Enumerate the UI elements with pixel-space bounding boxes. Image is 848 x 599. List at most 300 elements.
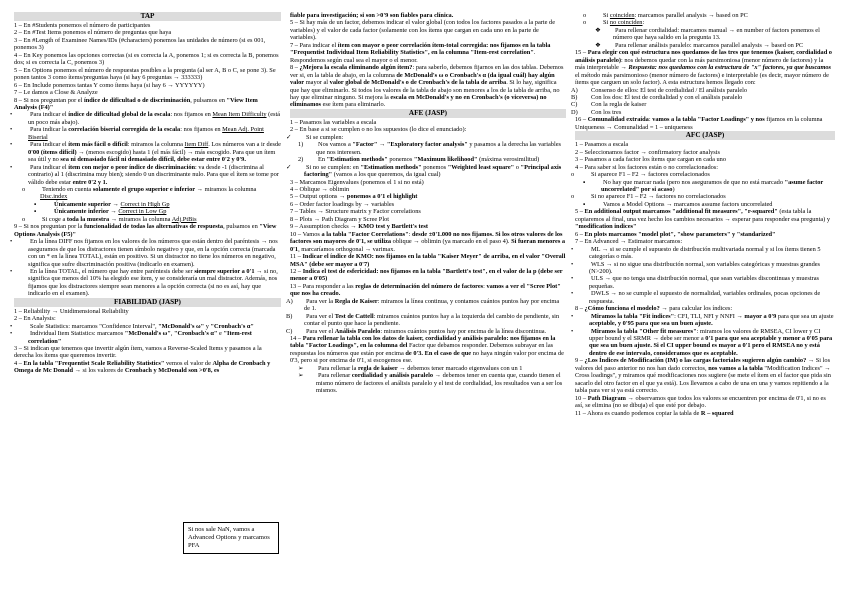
text-run: oblique → oblimin (ya marcado en el paso 4). — [391, 238, 512, 246]
text-run: → — [110, 200, 121, 208]
list-marker: • — [10, 238, 13, 246]
text-run: Para rellenar análisis paralelo: marcamos parallel analysis → based on PC — [615, 41, 804, 49]
text-run: WLS → si no sigue una distribución normal, son variables categóricas y muestras grandes (N>200). — [589, 260, 821, 275]
text-run: Con los tres — [591, 108, 622, 116]
list-marker: ▪ — [583, 178, 586, 186]
text-run: mayor al — [304, 79, 330, 87]
text-run: "McDonald's ω" — [124, 330, 171, 338]
list-marker: ❖ — [595, 26, 601, 34]
text-run: 12 – — [290, 267, 303, 275]
list-item — [571, 260, 835, 276]
text-run: . Los números van a ir desde — [208, 141, 281, 149]
paragraph — [14, 345, 281, 360]
text-run: Para rellenar la — [318, 364, 358, 372]
paragraph — [575, 410, 835, 417]
text-run: (vamos a los que queremos, da igual cual) — [332, 171, 441, 179]
text-run: Indicar el índice de KMO: nos fijamos en la tabla "Kaiser Meyer" de arriba, en el valor "Overall MSA" (debe ser mayor a 0'7) — [290, 253, 566, 268]
text-run: , pulsamos en — [190, 96, 227, 104]
list-item — [571, 327, 835, 358]
list-item — [10, 141, 281, 164]
column-right — [571, 12, 835, 595]
text-run: "Factor" — [352, 141, 378, 149]
text-run: Miramos la tabla "Fit indices" — [591, 312, 675, 320]
list-marker: B) — [571, 93, 578, 101]
text-run: → si no, significa que menos del 10% ha elegido ese ítem, y se consideraría un mal distractor. Además, nos fijamos que los distractores siempre sean menores a la opción correcta (si no es así, hay que indicarlo en el examen). — [28, 267, 278, 298]
text-run: 11 – Ahora es cuando podemos copiar la tabla de — [575, 409, 701, 417]
text-run: → — [377, 141, 387, 149]
paragraph — [290, 42, 566, 64]
text-run: 1 – Pasamos las variables a escala — [290, 118, 377, 126]
list-item — [575, 201, 835, 208]
list-marker: C) — [571, 101, 578, 109]
list-marker: ▪ — [34, 208, 37, 216]
text-run: a la tabla "Factor Correlations" — [321, 230, 409, 238]
section-header: TAP — [14, 12, 281, 21]
text-run: Únicamente inferior — [54, 208, 109, 216]
text-run: 2 – Seleccionamos factor → confirmatory factor analysis — [575, 148, 720, 156]
text-run: Si coge a — [42, 215, 67, 223]
text-run: Para rellenar la tabla con los datos de kaiser, cordialidad y análisis paralelo: nos fijamos en la tabla "Factor Loadings", en la columna del — [290, 335, 556, 350]
text-run: vamos a la tabla "Factor Loadings" y nos — [652, 116, 765, 124]
paragraph — [14, 37, 281, 52]
text-run: Consenso de ellos: El test de cordialidad / El análisis paralelo — [591, 86, 748, 94]
text-run: ML → si se cumple el supuesto de distribución multivariada normal y si los ítems tienen 5 categorías o más. — [589, 245, 821, 261]
text-run: índice de dificultad o de discriminación — [83, 96, 191, 104]
text-run: Para elegir con qué estructura nos quedamos de las tres que tenemos (kaiser, cordialidad o análisis paralelo) — [575, 49, 832, 64]
text-run: vemos el valor de — [164, 359, 213, 367]
text-run: : miramos los valores de RMSEA, CI lower y CI upper bound y el SRMR → debe ser menor a — [589, 327, 821, 343]
text-run: ¿Mejora la escala eliminando algún ítem? — [299, 64, 413, 72]
text-run: Para ver el — [306, 327, 335, 335]
text-run: → para calcular los índices: — [659, 305, 733, 313]
text-run: 5 – — [575, 208, 585, 216]
text-run: funcionalidad de todas las alternativas de respuesta — [83, 223, 224, 231]
list-marker: • — [10, 126, 13, 134]
text-run: entre 0'2 y 1. — [72, 178, 108, 186]
text-run: Para indicar el — [30, 111, 69, 119]
text-run: "asume factor uncorrelated" por si acaso — [601, 178, 824, 193]
list-marker: • — [571, 312, 574, 320]
list-item — [14, 208, 281, 215]
text-run: ese ítem para eliminarlo. — [321, 101, 386, 109]
list-item — [290, 156, 566, 163]
list-item — [571, 86, 835, 94]
text-run: 4 – En Key ponemos las opciones correctas (si es correcta la A, ponemos 1; si es correcta la B, ponemos dos; si es correcta la C, ponemos 3) — [14, 51, 279, 67]
list-marker: A) — [286, 297, 293, 305]
text-run: (está un poco más abajo). — [28, 111, 281, 126]
text-run: : nos fijamos en — [180, 126, 223, 134]
text-run: coinciden — [609, 12, 635, 19]
text-run: Regla de Kaiser — [334, 297, 378, 305]
paragraph — [290, 335, 566, 365]
text-run: de McDonald's ω o Cronbach's α (da igual cuál) hay algún valor — [290, 71, 555, 87]
text-run: En — [318, 156, 327, 164]
text-run: Si se cumplen: — [306, 133, 344, 141]
text-run: 7 – Le damos a Close & Analyze — [14, 89, 98, 97]
text-run: Disc.index — [40, 193, 68, 201]
text-run: 8 – Plots → Path Diagram y Scree Plot — [290, 215, 390, 223]
text-run: ¿Los Índices de Modificación (IM) o las cargas factoriales sugieren algún cambio? — [584, 357, 807, 365]
text-run: 10 – — [575, 394, 588, 402]
paragraph — [575, 141, 835, 148]
text-run: → miramos la columna — [195, 185, 257, 193]
text-run: Si — [603, 12, 610, 19]
text-run: no haya ningún valor por encima de 0'3, pero si por encima de 0'1, si escogemos ese. — [290, 349, 564, 365]
list-item — [571, 171, 835, 179]
text-run: "modification indices" — [575, 223, 637, 231]
text-run: . Respondemos según cual sea el mayor o el menor. — [290, 49, 536, 64]
list-item — [286, 312, 566, 328]
paragraph — [575, 116, 835, 131]
text-run: : miramos cuántos puntos hay por encima de la línea discontinua. — [380, 327, 547, 335]
text-run: 8 – Si nos preguntan por el — [14, 96, 84, 104]
text-run: Análisis Paralelo — [334, 327, 381, 335]
text-run: : CFI, TLI, NFI y NNFI → — [674, 312, 745, 320]
text-run: : miramos la línea continua, y contamos cuántos puntos hay por encima de 1. — [304, 297, 560, 313]
text-run: 7 – Tables → Structure matrix y Factor correlations — [290, 208, 421, 216]
text-run: "Cronbach's α" — [174, 330, 218, 338]
text-run: 1 – En #Students ponemos el número de participantes — [14, 22, 151, 29]
paragraph — [290, 268, 566, 283]
list-item — [575, 42, 835, 49]
list-marker: D) — [571, 108, 578, 116]
list-marker: o — [583, 19, 587, 27]
list-item — [571, 193, 835, 201]
list-marker: ➢ — [298, 364, 304, 372]
text-run: Factor que debamos responder. Debemos subrayar en las respuestas los números que están por encima — [290, 342, 554, 357]
text-run: ) — [672, 185, 675, 193]
text-run: fiable para investigación; si son >0'9 son fiables para clínica. — [290, 12, 454, 19]
paragraph — [14, 29, 281, 36]
list-item — [10, 111, 281, 126]
text-run: : miramos cuántos puntos hay a la izquierda del cambio de pendiente, sin contar el punto que hace la pendiente. — [304, 312, 560, 328]
list-marker: 1) — [298, 141, 304, 149]
text-run: Para ver la — [306, 297, 335, 305]
text-run: 10 – Vamos — [290, 230, 322, 238]
text-run: : va desde -1 (discrimina al contrario) al 1 (discrimina muy bien); siendo 0 un discriminante nulo. Para que el ítem se tome por válido debe estar — [28, 163, 279, 186]
text-run: DWLS → no se cumple el supuesto de normalidad, variables ordinales, pocas opciones de respuesta. — [589, 290, 821, 305]
text-run: KMO test y Bartlett's test — [358, 223, 428, 231]
text-run: ítem más fácil o difícil — [68, 141, 128, 149]
list-item — [571, 108, 835, 116]
list-marker: o — [22, 185, 26, 193]
text-run: Indica el test de esfericidad: nos fijamos en la tabla "Bartlett's test", en el valor de la p (debe ser menor a 0'05) — [290, 267, 563, 283]
text-run: : — [642, 19, 645, 27]
text-run: Mean Item Difficulty — [212, 111, 267, 119]
text-run: 2 – En base a si se cumplen o no los supuestos (lo dice el enunciado): — [290, 126, 467, 134]
text-run: ítem con mejor o peor índice de discriminación — [68, 163, 196, 171]
text-run: : para saberlo, debemos fijarnos en las dos tablas. Debemos ver si, en la tabla de abajo, en la columna — [290, 64, 564, 79]
text-run: "Modification Indices" → Cross loadings", y miramos qué modificaciones nos sugiere (se mete el ítem en el factor que pida sin sacarlo del otro factor en el que ya está). Los llevamos a cabo de una en una y vamos repitiendo a la tabla para ver si ya está correcto. — [575, 364, 831, 395]
paragraph — [14, 308, 281, 315]
paragraph — [290, 193, 566, 200]
list-marker: C) — [286, 327, 293, 335]
text-run: → observamos que todos los valores se encuentren por encima de 0'1, si no es así, se elimina (no se dibuja) el que esté por debajo. — [575, 394, 826, 410]
list-marker: o — [571, 171, 575, 179]
text-run: solamente el grupo superior e inferior — [92, 185, 196, 193]
text-run: . Si lo hay, significa que hay que eliminarlo. Si todos los valores de la tabla de abajo son menores a los de la tabla de arriba, no hay que eliminar ninguno. Si mejora la — [290, 79, 560, 101]
text-run: Si no se cumplen: en — [306, 163, 361, 171]
paragraph — [290, 231, 566, 253]
list-item — [14, 216, 281, 223]
paragraph — [575, 305, 835, 312]
text-run: 15 – — [575, 49, 588, 57]
text-run: "Estimation methods" — [326, 156, 388, 164]
text-run: : — [648, 116, 653, 124]
list-item — [10, 267, 281, 298]
text-run: "Cronbach's α" — [210, 322, 254, 330]
text-run: "Item-rest correlation" — [28, 330, 252, 345]
text-run: 9 – Si nos preguntan por la — [14, 223, 84, 231]
text-run: Comunalidad extraída — [587, 116, 649, 124]
paragraph — [14, 97, 281, 112]
text-run: Correct in Low Gp — [118, 208, 167, 216]
text-run: Alpha de Cronbach y Omega de Mc Donald — [14, 359, 271, 375]
text-run: ponemos a 0'1 el highlight — [346, 193, 418, 201]
section-header: AFE (JASP) — [290, 109, 566, 118]
text-run: Individual Item Statistics: marcamos — [30, 330, 125, 338]
list-marker: • — [571, 245, 574, 253]
list-marker: ✓ — [286, 133, 292, 141]
text-run: ULS → que no tenga una distribución normal, que sean variables discontinuas y muestras pequeñas. — [589, 275, 819, 290]
paragraph — [290, 283, 566, 298]
text-run: ¿Cómo funciona el modelo? — [584, 305, 660, 313]
text-run: "Maximum likelihood" — [413, 156, 478, 164]
text-run: Si no aparece F1 – F2 → factores no correlacionados — [591, 193, 726, 201]
text-run: 11 – — [290, 253, 303, 261]
list-marker: • — [571, 275, 574, 283]
paragraph — [575, 164, 835, 171]
text-run: mayor a 0'9 — [744, 312, 777, 320]
text-run: "View Item Analysis (F4)" — [14, 96, 258, 111]
text-run: → debemos tener marcado eigenvalues con un 1 — [397, 364, 523, 372]
list-item — [575, 179, 835, 194]
text-run: vamos a ver el "Scree Plot" que nos ha creado. — [290, 282, 561, 298]
text-run: aceptable, y 0'95 para que sea un buen ajuste. — [589, 320, 713, 328]
text-run: Para indicar el — [30, 141, 69, 149]
list-marker: • — [10, 163, 13, 171]
text-run: 7 – Para indicar el — [290, 41, 338, 49]
paragraph — [290, 179, 566, 186]
text-run: o — [514, 163, 521, 171]
text-run: reglas de determinación del número de factores — [355, 282, 484, 290]
text-run: 16 – — [575, 116, 588, 124]
list-item — [10, 238, 281, 268]
list-marker: • — [10, 267, 13, 275]
list-item — [286, 163, 566, 179]
text-run: sea ni demasiado fácil ni demasiado difícil, debe estar entre 0'2 y 0'9. — [60, 156, 246, 164]
list-marker: • — [571, 327, 574, 335]
text-run: 2 – En Analysis: — [14, 315, 56, 323]
text-run: fijamos en la columna Uniqueness → Comunalidad = 1 – uniqueness — [575, 116, 823, 131]
text-run: "Weighted least square" — [447, 163, 515, 171]
text-run: → debemos tener en cuenta que, cuando tienen el mismo número de factores el análisis paralelo y el test de cordialidad, los resultados van a ser los mismos. — [316, 372, 563, 395]
text-run: 3 – En #Length of Examinee Names/IDs (#characters) ponemos las unidades de número (si es 001, ponemos 3) — [14, 36, 266, 52]
paragraph — [575, 49, 835, 86]
text-run: 5 – En Options ponemos el número de respuestas posibles a la pregunta (al ser A, B o C, se pone 3). Se ponen tantos 3 como ítems/preguntas haya (si hay 6 preguntas → 333333) — [14, 66, 276, 82]
text-run: Path Diagram — [587, 394, 626, 402]
text-run: Con los dos: El test de cordialidad y con el análisis paralelo — [591, 93, 743, 101]
paragraph — [14, 89, 281, 96]
text-run: 14 – — [290, 335, 303, 343]
list-item — [571, 101, 835, 109]
text-run: En plots marcamos "model plot", "show parameters" y "standarized" — [584, 230, 776, 238]
paragraph — [14, 22, 281, 29]
text-run: Cronbach y McDonald son >0'8, es — [124, 367, 220, 375]
text-run: "Estimation methods" — [360, 163, 422, 171]
text-run: Mean Adj. Point Biserial — [28, 126, 264, 141]
list-item — [290, 372, 566, 394]
text-run: 3 – Si indican que tenemos que invertir algún ítem, vamos a Reverse-Scaled Items y pasamos a la derecha los ítems que queremos invertir. — [14, 345, 262, 360]
text-run: Si — [603, 19, 610, 27]
list-marker: ✓ — [286, 163, 292, 171]
text-run: Teniendo en cuenta — [42, 185, 93, 193]
text-run: correlación biserial corregida de la escala — [68, 126, 181, 134]
list-item — [575, 12, 835, 19]
text-run: toda la muestra — [66, 215, 110, 223]
paragraph — [290, 201, 566, 208]
text-run: 2 – En #Test Items ponemos el número de preguntas que haya — [14, 29, 172, 37]
text-run: Miramos la tabla "Other fit measures" — [591, 327, 697, 335]
text-run: → (menos escogido) hasta 1 (el más fácil) → más escogido. Para que un ítem sea útil y no — [28, 148, 276, 164]
text-run: Para ver el — [306, 312, 335, 320]
paragraph — [290, 208, 566, 215]
text-run: nos vamos a la tabla — [708, 364, 763, 372]
list-marker: ▪ — [583, 200, 586, 208]
text-run: 4 – Para saber si los factores están o no correlacionados: — [575, 163, 719, 171]
text-run: Item Diff — [184, 141, 209, 149]
paragraph — [575, 357, 835, 394]
text-run: En additional output marcamos "additional fit measures", "r-squared" — [584, 208, 778, 216]
text-run: 7 – En Advanced → Estimator marcamos: — [575, 238, 683, 246]
text-run: 13 – Para responder a las — [290, 282, 356, 290]
text-run: y pasamos a la derecha las variables que nos interesen. — [316, 141, 562, 156]
text-run: 3 – Marcamos Eigenvalues (ponemos el 1 si no está) — [290, 178, 424, 186]
text-run: Adj.PtBis — [171, 215, 197, 223]
text-run: ponemos — [387, 156, 414, 164]
list-marker: • — [10, 322, 13, 330]
text-run: "Exploratory factor analysis" — [386, 141, 468, 149]
list-item — [575, 27, 835, 42]
section-header: AFC (JASP) — [575, 131, 835, 140]
text-run: Para indicar el — [30, 163, 69, 171]
text-run: Para indicar la — [30, 126, 69, 134]
paragraph — [290, 126, 566, 133]
list-marker: o — [571, 193, 575, 201]
list-marker: o — [22, 215, 26, 223]
text-run: "McDonald's ω" — [158, 322, 205, 330]
text-run: y — [204, 322, 211, 330]
list-item — [14, 186, 281, 201]
paragraph — [290, 216, 566, 223]
paragraph — [14, 67, 281, 82]
text-run: 8 – — [575, 305, 585, 313]
list-marker: ➢ — [298, 372, 304, 380]
text-run: 5 – Si hay más de un factor, debemos indicar el valor global (con todos los factores pasados a la parte de variables) y el valor de cada factor (solamente con los ítems que cargan en cada uno en la parte de variables). — [290, 19, 556, 42]
list-marker: • — [10, 330, 13, 338]
text-run: 4 – — [14, 359, 24, 367]
text-run: En la tabla "Frequentist Scale Reliability Statistics" — [23, 359, 165, 367]
text-run: Únicamente superior — [54, 200, 111, 208]
text-run: , pulsamos en — [223, 223, 260, 231]
text-run: Respuesta: nos quedamos con la estructura de "x" factores, ya que buscamos — [628, 64, 832, 72]
text-run: En la línea TOTAL, el número que hay entre paréntesis debe ser — [30, 267, 195, 275]
text-run: desde ±0'1.000 no nos fijamos. Si los otros valores de los factores son mayores de 0'1, se utiliza — [290, 230, 563, 246]
paragraph — [575, 238, 835, 245]
text-run: ítem con mayor o peor correlación ítem-total corregida: nos fijamos en la tabla "Frequentist Individual Item Reliability Statistics", en la columna "Item-rest correlation" — [290, 41, 551, 57]
text-run: escala en McDonald's y no en Cronbach's (o viceversa) no eliminamos — [290, 93, 547, 109]
list-item — [571, 245, 835, 261]
nan-note-box: Si nos sale NaN, vamos a Advanced Options y marcamos PFA — [183, 522, 279, 554]
text-run: : nos fijamos en — [170, 111, 213, 119]
text-run: No hay que marcar nada (pero nos aseguramos de que no está marcado — [603, 178, 785, 186]
text-run: → — [108, 208, 119, 216]
list-item — [571, 93, 835, 101]
text-run: Para rellenar — [318, 372, 352, 380]
paragraph — [290, 223, 566, 230]
list-item — [571, 290, 835, 305]
list-item — [10, 322, 281, 330]
paragraph — [575, 149, 835, 156]
text-run: siempre superior a 0'1 — [194, 267, 255, 275]
paragraph — [575, 231, 835, 238]
list-marker: ▪ — [34, 200, 37, 208]
paragraph — [575, 395, 835, 410]
text-run: Test de Cattell — [334, 312, 374, 320]
paragraph — [575, 208, 835, 230]
paragraph — [14, 52, 281, 67]
text-run: cordialidad y análisis paralelo — [351, 372, 434, 380]
text-run: : marcamos parallel analysis → based on PC — [634, 12, 748, 19]
text-run: índice de dificultad global de la escala — [68, 111, 171, 119]
text-run: , marcaríamos orthogonal → varimax. — [298, 245, 395, 253]
text-run: 1 – Reliability → Unidimensional Reliability — [14, 307, 129, 315]
paragraph — [14, 360, 281, 375]
list-item — [286, 133, 566, 141]
text-run: Correct in High Gp — [120, 200, 170, 208]
text-run: → miramos la columna — [109, 215, 172, 223]
paragraph — [290, 12, 566, 19]
text-run: (esta tabla la copiaremos al final, una vez hecho los cambios necesarios → esperar para responder esa pregunta) y — [575, 208, 831, 223]
text-run: → si los valores de — [73, 367, 125, 375]
text-run: valor global de McDonald's o de Cronbach's de la tabla de arriba — [329, 79, 507, 87]
list-marker: • — [10, 141, 13, 149]
text-run: Nos vamos a — [318, 141, 353, 149]
text-run: Scale Statistics: marcamos "Confidence Interval", — [30, 322, 159, 330]
text-run: R – squared — [700, 409, 734, 417]
paragraph — [290, 64, 566, 109]
paragraph — [14, 223, 281, 238]
list-item — [571, 275, 835, 290]
text-run: 0'00 (ítems difícil) — [28, 148, 77, 156]
list-item — [571, 312, 835, 328]
list-marker: ❖ — [595, 41, 601, 49]
text-run: "Principal axis factoring" — [304, 163, 562, 179]
text-run: En la línea DIFF nos fijamos en los valores de los números que están dentro del paréntesis → nos aseguramos de que los distractores tienen símbolo negativo y que, en la opción correcta (marcada con un * en la línea TOTAL), están en positivo. Si un distractor no tiene los números en negativo, significa que sufre discriminación positiva (indicarlo en examen). — [28, 238, 278, 268]
text-run: : — [483, 282, 487, 290]
text-run: 6 – — [575, 230, 585, 238]
text-run: e — [217, 330, 224, 338]
list-marker: 2) — [298, 156, 304, 164]
list-marker: • — [10, 111, 13, 119]
text-run: de 0'3. En el caso de que — [405, 349, 472, 357]
column-left — [10, 12, 281, 595]
text-run: (máxima verosimilitud) — [477, 156, 540, 164]
list-item — [10, 126, 281, 141]
list-item — [286, 327, 566, 335]
text-run: → Si los valores del paso anterior no nos han dado correctos, — [575, 357, 831, 372]
text-run: , — [170, 330, 175, 338]
